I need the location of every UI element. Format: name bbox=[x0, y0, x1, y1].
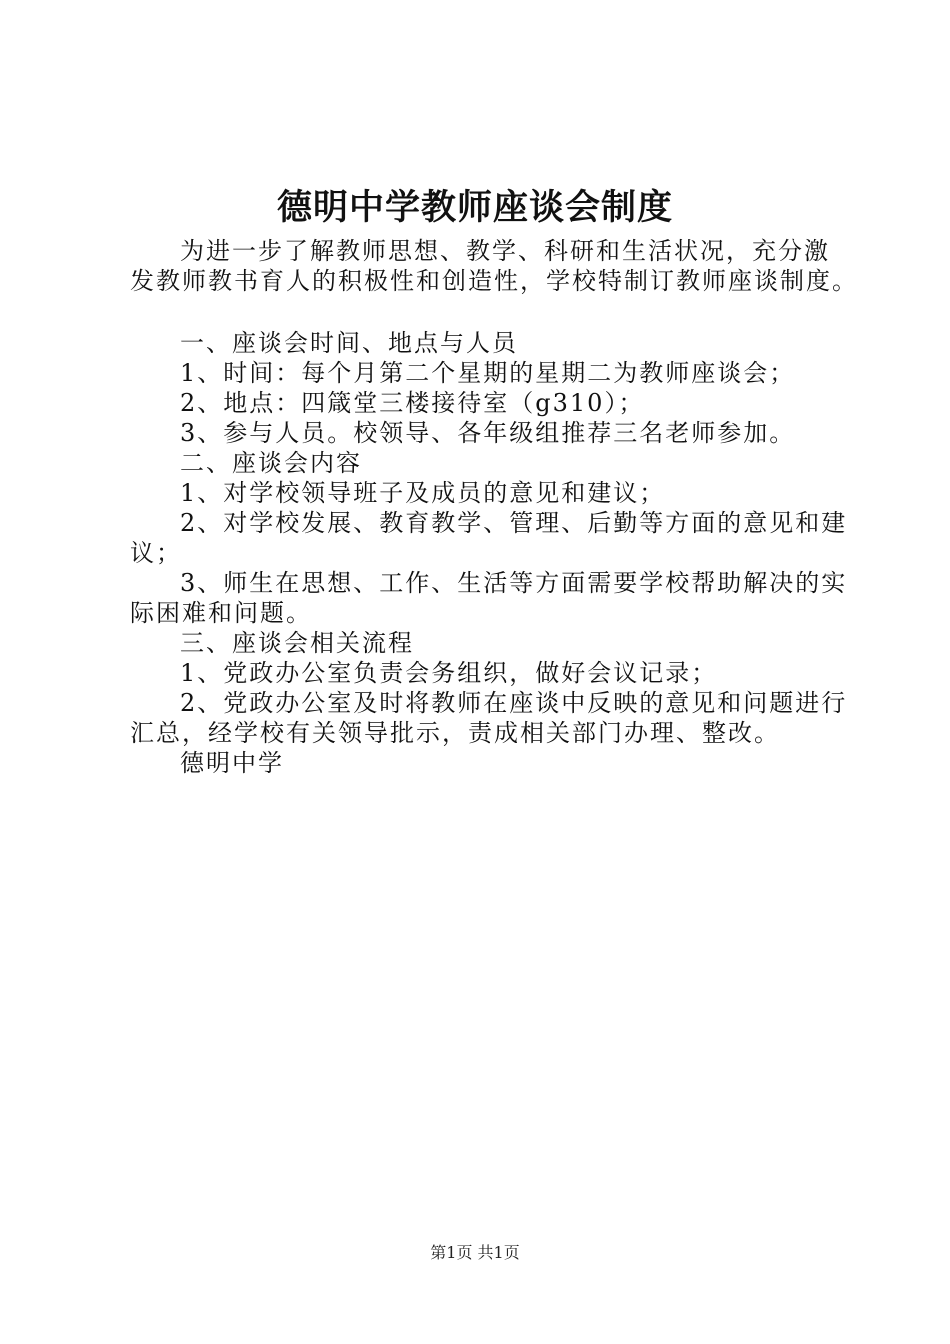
signature: 德明中学 bbox=[180, 749, 284, 777]
intro-line: 为进一步了解教师思想、教学、科研和生活状况，充分激 bbox=[180, 237, 830, 265]
list-item-continuation: 际困难和问题。 bbox=[130, 599, 312, 627]
list-item: 3、参与人员。校领导、各年级组推荐三名老师参加。 bbox=[180, 419, 796, 447]
list-item: 2、党政办公室及时将教师在座谈中反映的意见和问题进行 bbox=[180, 689, 848, 717]
list-item-continuation: 汇总，经学校有关领导批示，责成相关部门办理、整改。 bbox=[130, 719, 780, 747]
section-heading: 二、座谈会内容 bbox=[180, 449, 362, 477]
paragraph-gap bbox=[130, 296, 840, 328]
list-item: 3、师生在思想、工作、生活等方面需要学校帮助解决的实 bbox=[180, 569, 848, 597]
document-body bbox=[130, 236, 858, 778]
list-item-continuation: 议； bbox=[130, 539, 182, 567]
list-item: 1、时间：每个月第二个星期的星期二为教师座谈会； bbox=[180, 359, 796, 387]
list-item: 2、地点：四箴堂三楼接待室（g310）； bbox=[180, 389, 645, 417]
section-heading: 三、座谈会相关流程 bbox=[180, 629, 414, 657]
page-footer: 第1页 共1页 bbox=[430, 1243, 520, 1262]
document-title: 德明中学教师座谈会制度 bbox=[276, 187, 673, 228]
section-heading: 一、座谈会时间、地点与人员 bbox=[180, 329, 518, 357]
list-item: 1、党政办公室负责会务组织，做好会议记录； bbox=[180, 659, 718, 687]
list-item: 2、对学校发展、教育教学、管理、后勤等方面的意见和建 bbox=[180, 509, 848, 537]
list-item: 1、对学校领导班子及成员的意见和建议； bbox=[180, 479, 666, 507]
intro-line: 发教师教书育人的积极性和创造性，学校特制订教师座谈制度。 bbox=[130, 267, 858, 295]
